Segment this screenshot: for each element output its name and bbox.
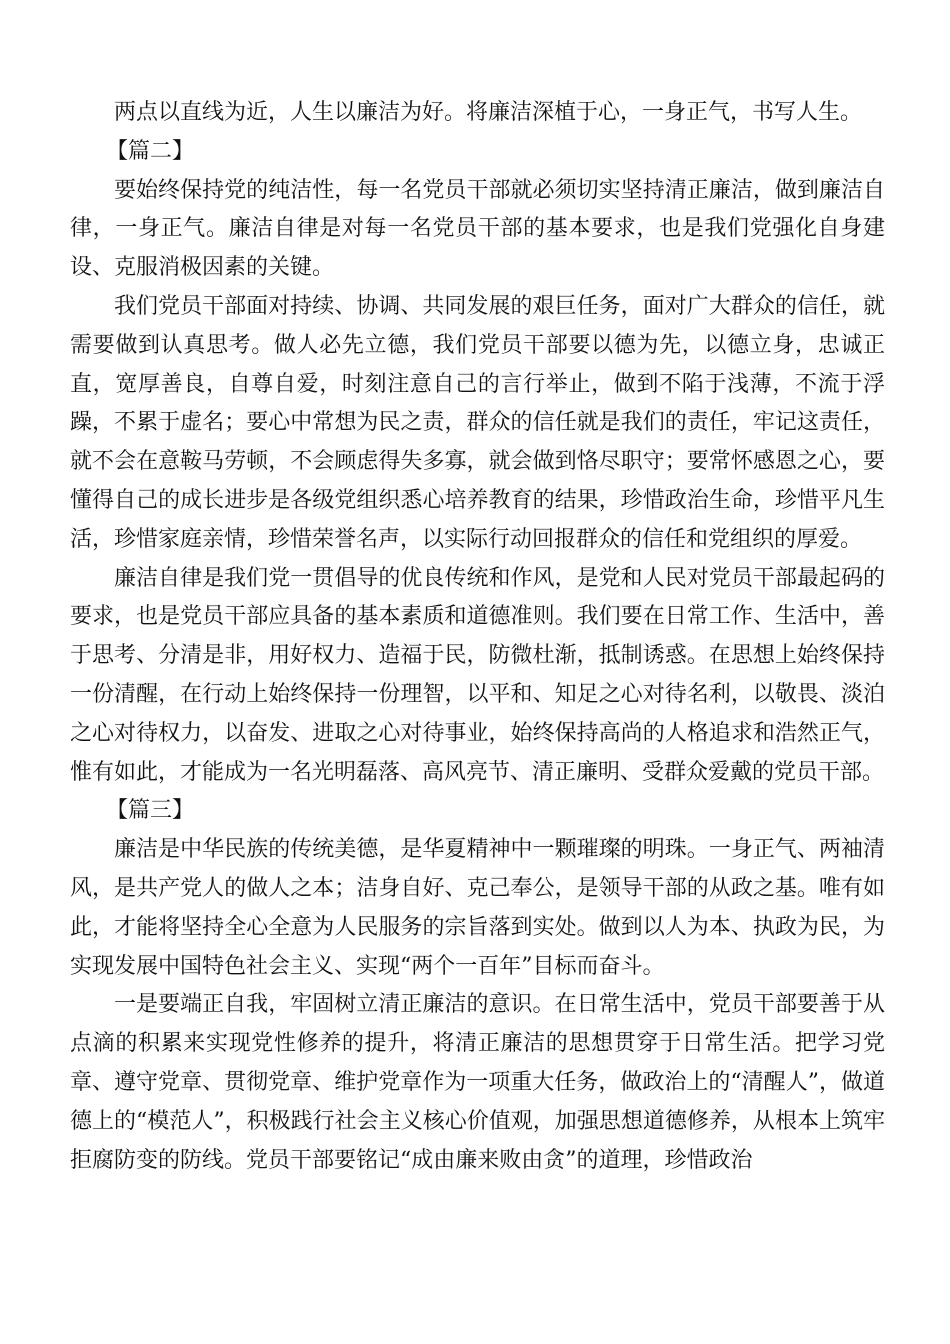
section-heading-part-three: 【篇三】	[106, 798, 195, 824]
paragraph-body: 廉洁是中华民族的传统美德，是华夏精神中一颗璀璨的明珠。一身正气、两袖清风，是共产党人的做人之本；洁身自好、克己奉公，是领导干部的从政之基。唯有如此，才能将坚持全心全意为人民服务的宗旨落到实处。做到以人为本、执政为民，为实现发展中国特色社会主义、实现“两个一百年”目标而奋斗。	[70, 837, 885, 979]
paragraph-body: 一是要端正自我，牢固树立清正廉洁的意识。在日常生活中，党员干部要善于从点滴的积累来实现党性修养的提升，将清正廉洁的思想贯穿于日常生活。把学习党章、遵守党章、贯彻党章、维护党章作为一项重大任务，做政治上的“清醒人”，做道德上的“模范人”，积极践行社会主义核心价值观，加强思想道德修养，从根本上筑牢拒腐防变的防线。党员干部要铭记“成由廉来败由贪”的道理，珍惜政治	[70, 992, 885, 1173]
paragraph-closing-line: 两点以直线为近，人生以廉洁为好。将廉洁深植于心，一身正气，书写人生。	[114, 100, 863, 125]
document-page	[70, 94, 885, 1180]
paragraph-body: 要始终保持党的纯洁性，每一名党员干部就必须切实坚持清正廉洁，做到廉洁自律，一身正气。廉洁自律是对每一名党员干部的基本要求，也是我们党强化自身建设、克服消极因素的关键。	[70, 177, 885, 281]
paragraph-body: 我们党员干部面对持续、协调、共同发展的艰巨任务，面对广大群众的信任，就需要做到认真思考。做人必先立德，我们党员干部要以德为先，以德立身，忠诚正直，宽厚善良，自尊自爱，时刻注意自己的言行举止，做到不陷于浅薄，不流于浮躁，不累于虚名；要心中常想为民之责，群众的信任就是我们的责任，牢记这责任，就不会在意鞍马劳顿，不会顾虑得失多寡，就会做到恪尽职守；要常怀感恩之心，要懂得自己的成长进步是各级党组织悉心培养教育的结果，珍惜政治生命，珍惜平凡生活，珍惜家庭亲情，珍惜荣誉名声，以实际行动回报群众的信任和党组织的厚爱。	[70, 293, 885, 552]
paragraph-body: 廉洁自律是我们党一贯倡导的优良传统和作风，是党和人民对党员干部最起码的要求，也是党员干部应具备的基本素质和道德准则。我们要在日常工作、生活中，善于思考、分清是非，用好权力、造福于民，防微杜渐，抵制诱惑。在思想上始终保持一份清醒，在行动上始终保持一份理智，以平和、知足之心对待名利，以敬畏、淡泊之心对待权力，以奋发、进取之心对待事业，始终保持高尚的人格追求和浩然正气，惟有如此，才能成为一名光明磊落、高风亮节、清正廉明、受群众爱戴的党员干部。	[70, 565, 885, 785]
section-heading-part-two: 【篇二】	[106, 138, 195, 164]
